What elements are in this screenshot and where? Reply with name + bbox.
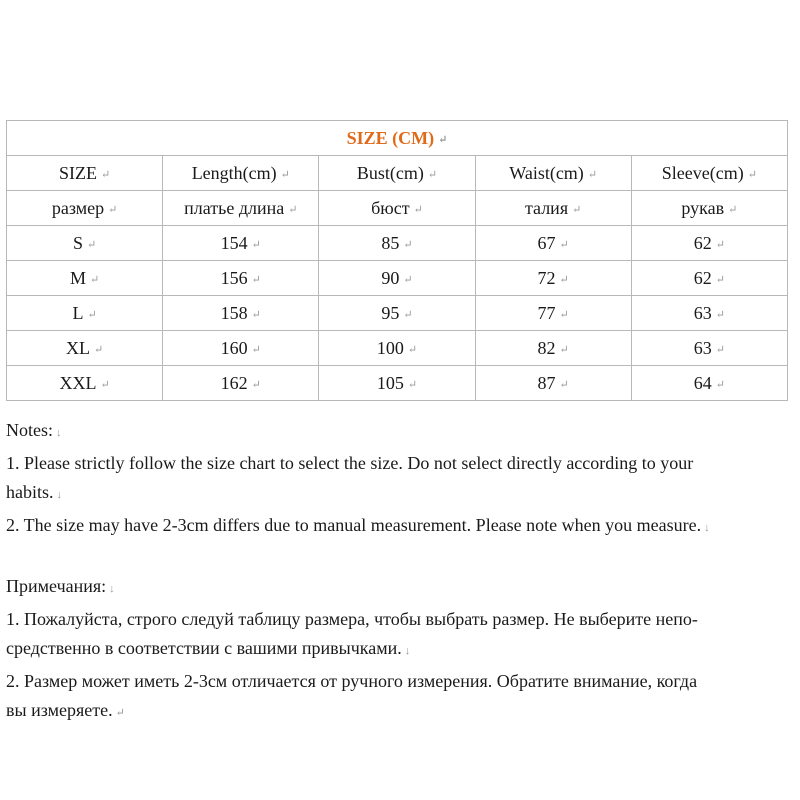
size-label: XXL xyxy=(59,372,97,393)
note-ru-1a xyxy=(6,605,792,635)
down-arrow-icon: ↓ xyxy=(56,427,62,439)
length-value: 158 xyxy=(220,302,248,323)
paragraph-mark-icon: ↵ xyxy=(587,168,598,181)
header-cell xyxy=(7,156,163,191)
waist-value: 82 xyxy=(537,337,556,358)
note-text: средственно в соответствии с вашими привычками. xyxy=(6,638,402,658)
table-cell xyxy=(319,296,475,331)
notes-section xyxy=(6,416,792,729)
notes-heading: Notes: xyxy=(6,420,53,440)
length-value: 162 xyxy=(220,372,248,393)
sleeve-value: 63 xyxy=(693,302,712,323)
paragraph-mark-icon: ↵ xyxy=(715,273,725,286)
table-row xyxy=(7,296,788,331)
header-cell xyxy=(163,156,319,191)
table-cell xyxy=(7,261,163,296)
table-row xyxy=(7,331,788,366)
paragraph-mark-icon: ↵ xyxy=(403,273,413,286)
table-row xyxy=(7,366,788,401)
table-cell xyxy=(631,296,787,331)
table-cell xyxy=(163,331,319,366)
header-cell xyxy=(319,156,475,191)
paragraph-mark-icon: ↵ xyxy=(100,378,110,391)
note-en-1b xyxy=(6,478,792,511)
paragraph-mark-icon: ↵ xyxy=(728,203,738,216)
paragraph-mark-icon: ↵ xyxy=(715,238,725,251)
table-cell xyxy=(631,331,787,366)
note-text: 1. Пожалуйста, строго следуй таблицу размера, чтобы выбрать размер. Не выберите непо- xyxy=(6,608,698,629)
header-cell xyxy=(319,191,475,226)
paragraph-mark-icon: ↵ xyxy=(559,238,569,251)
sleeve-value: 64 xyxy=(693,372,712,393)
size-label: S xyxy=(72,232,83,253)
waist-value: 87 xyxy=(537,372,556,393)
paragraph-mark-icon: ↵ xyxy=(559,343,569,356)
bust-value: 90 xyxy=(381,267,400,288)
paragraph-mark-icon: ↵ xyxy=(715,343,725,356)
header-cell xyxy=(475,191,631,226)
paragraph-mark-icon: ↵ xyxy=(747,168,757,181)
table-cell xyxy=(319,366,475,401)
paragraph-mark-icon: ↵ xyxy=(413,203,423,216)
title-row xyxy=(7,121,788,156)
paragraph-mark-icon: ↵ xyxy=(115,707,125,719)
size-label: L xyxy=(72,302,84,323)
waist-value: 72 xyxy=(537,267,556,288)
header-waist: Waist(cm) xyxy=(509,162,584,183)
header-size-ru: размер xyxy=(51,197,105,218)
table-cell xyxy=(475,331,631,366)
sleeve-value: 62 xyxy=(693,267,712,288)
notes-gap xyxy=(6,543,792,572)
note-text: 1. Please strictly follow the size chart to select the size. Do not select directly according to your xyxy=(6,452,694,473)
header-waist-ru: талия xyxy=(524,197,569,218)
header-length-ru: платье длина xyxy=(184,197,285,218)
header-bust-ru: бюст xyxy=(371,197,410,218)
table-title: SIZE (CM) xyxy=(346,127,435,148)
paragraph-mark-icon: ↵ xyxy=(407,378,418,391)
bust-value: 85 xyxy=(381,232,400,253)
table-cell xyxy=(319,226,475,261)
table-title-cell xyxy=(7,121,788,156)
table-cell xyxy=(631,226,787,261)
paragraph-mark-icon: ↵ xyxy=(407,343,418,356)
table-cell xyxy=(475,296,631,331)
length-value: 156 xyxy=(220,267,248,288)
note-text: 2. Размер может иметь 2-3см отличается от ручного измерения. Обратите внимание, когда xyxy=(6,670,698,691)
header-sleeve-ru: рукав xyxy=(681,197,725,218)
size-label: XL xyxy=(65,337,90,358)
paragraph-mark-icon: ↵ xyxy=(559,308,569,321)
header-size: SIZE xyxy=(58,162,97,183)
size-chart-table xyxy=(6,120,788,401)
paragraph-mark-icon: ↵ xyxy=(251,273,261,286)
down-arrow-icon: ↓ xyxy=(404,645,411,657)
header-bust: Bust(cm) xyxy=(356,162,424,183)
paragraph-mark-icon: ↵ xyxy=(251,308,261,321)
paragraph-mark-icon: ↵ xyxy=(403,308,413,321)
paragraph-mark-icon: ↵ xyxy=(93,343,104,356)
paragraph-mark-icon: ↵ xyxy=(251,238,261,251)
bust-value: 100 xyxy=(376,337,404,358)
paragraph-mark-icon: ↵ xyxy=(288,203,298,216)
down-arrow-icon: ↓ xyxy=(704,521,710,534)
table-cell xyxy=(7,296,163,331)
notes-heading-ru xyxy=(6,572,792,605)
table-cell xyxy=(7,331,163,366)
sleeve-value: 63 xyxy=(693,337,712,358)
paragraph-mark-icon: ↵ xyxy=(251,343,261,356)
paragraph-mark-icon: ↵ xyxy=(559,378,569,391)
note-ru-1b xyxy=(6,634,792,667)
paragraph-mark-icon: ↵ xyxy=(280,168,290,181)
table-row xyxy=(7,226,788,261)
paragraph-mark-icon: ↵ xyxy=(108,203,118,216)
note-en-1a xyxy=(6,449,792,479)
waist-value: 77 xyxy=(537,302,556,323)
table-cell xyxy=(475,261,631,296)
paragraph-mark-icon: ↵ xyxy=(251,378,261,391)
paragraph-mark-icon: ↵ xyxy=(438,133,448,146)
table-cell xyxy=(7,226,163,261)
header-row-ru xyxy=(7,191,788,226)
header-cell xyxy=(475,156,631,191)
down-arrow-icon: ↓ xyxy=(109,583,115,595)
table-cell xyxy=(163,366,319,401)
size-label: M xyxy=(69,267,86,288)
length-value: 160 xyxy=(220,337,248,358)
header-length: Length(cm) xyxy=(191,162,277,183)
header-row-en xyxy=(7,156,788,191)
note-text: вы измеряете. xyxy=(6,700,113,720)
paragraph-mark-icon: ↵ xyxy=(715,378,725,391)
header-cell xyxy=(163,191,319,226)
waist-value: 67 xyxy=(537,232,556,253)
header-sleeve: Sleeve(cm) xyxy=(661,162,744,183)
paragraph-mark-icon: ↵ xyxy=(100,168,111,181)
paragraph-mark-icon: ↵ xyxy=(559,273,569,286)
table-cell xyxy=(163,296,319,331)
note-text: habits. xyxy=(6,482,54,502)
table-row xyxy=(7,261,788,296)
note-ru-2a xyxy=(6,667,792,697)
notes-heading-en xyxy=(6,416,792,449)
notes-heading: Примечания: xyxy=(6,576,107,596)
down-arrow-icon: ↓ xyxy=(56,489,62,501)
paragraph-mark-icon: ↵ xyxy=(715,308,725,321)
paragraph-mark-icon: ↵ xyxy=(572,203,582,216)
header-cell xyxy=(631,156,787,191)
header-cell xyxy=(631,191,787,226)
paragraph-mark-icon: ↵ xyxy=(87,308,97,321)
note-en-2 xyxy=(6,511,792,544)
paragraph-mark-icon: ↵ xyxy=(403,238,413,251)
sleeve-value: 62 xyxy=(693,232,712,253)
paragraph-mark-icon: ↵ xyxy=(89,273,100,286)
paragraph-mark-icon: ↵ xyxy=(86,238,97,251)
header-cell xyxy=(7,191,163,226)
table-cell xyxy=(631,366,787,401)
bust-value: 105 xyxy=(376,372,404,393)
note-text: 2. The size may have 2-3cm differs due to manual measurement. Please note when you measure. xyxy=(6,514,702,535)
paragraph-mark-icon: ↵ xyxy=(427,168,438,181)
table-cell xyxy=(319,261,475,296)
table-cell xyxy=(319,331,475,366)
document xyxy=(6,120,794,720)
table-cell xyxy=(631,261,787,296)
bust-value: 95 xyxy=(381,302,400,323)
table-cell xyxy=(7,366,163,401)
note-ru-2b xyxy=(6,696,792,729)
table-cell xyxy=(163,261,319,296)
length-value: 154 xyxy=(220,232,248,253)
table-cell xyxy=(475,366,631,401)
table-cell xyxy=(163,226,319,261)
table-cell xyxy=(475,226,631,261)
